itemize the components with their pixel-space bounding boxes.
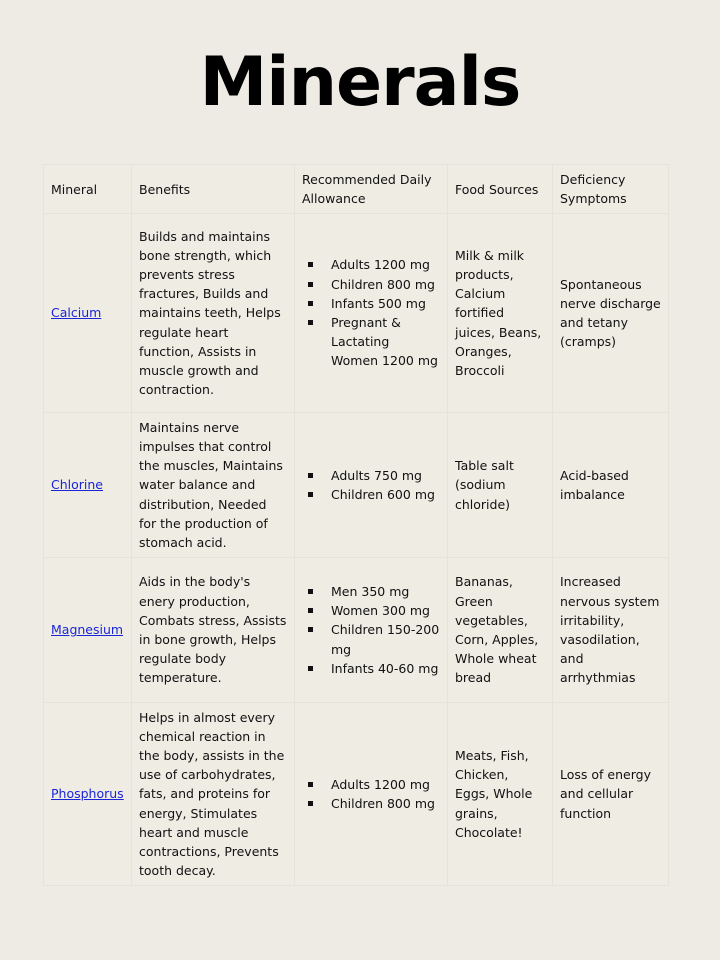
rda-item: Children 150-200 mg bbox=[328, 620, 440, 658]
rda-cell bbox=[295, 214, 448, 413]
rda-item: Adults 1200 mg bbox=[328, 255, 440, 274]
mineral-link-phosphorus[interactable]: Phosphorus bbox=[51, 786, 124, 802]
benefits-cell: Maintains nerve impulses that control the muscles, Maintains water balance and distribution, Needed for the production of stomach acid. bbox=[132, 413, 295, 558]
benefits-cell: Aids in the body's enery production, Combats stress, Assists in bone growth, Helps regulate body temperature. bbox=[132, 558, 295, 703]
rda-item: Men 350 mg bbox=[328, 582, 440, 601]
rda-item: Infants 40-60 mg bbox=[328, 659, 440, 678]
header-mineral: Mineral bbox=[44, 165, 132, 214]
mineral-cell bbox=[44, 413, 132, 558]
benefits-cell: Builds and maintains bone strength, which prevents stress fractures, Builds and maintains teeth, Helps regulate heart function, Assists in muscle growth and contraction. bbox=[132, 214, 295, 413]
mineral-cell bbox=[44, 703, 132, 886]
benefits-cell: Helps in almost every chemical reaction in the body, assists in the use of carbohydrates, fats, and proteins for energy, Stimulates heart and muscle contractions, Prevents tooth decay. bbox=[132, 703, 295, 886]
header-rda-line1: Recommended Daily bbox=[302, 172, 432, 187]
rda-list bbox=[302, 255, 440, 370]
rda-list bbox=[302, 466, 440, 504]
header-benefits: Benefits bbox=[132, 165, 295, 214]
header-food-sources: Food Sources bbox=[448, 165, 553, 214]
food-sources-cell: Milk & milk products, Calcium fortified juices, Beans, Oranges, Broccoli bbox=[448, 214, 553, 413]
rda-item: Pregnant & Lactating Women 1200 mg bbox=[328, 313, 440, 371]
table-row bbox=[44, 703, 669, 886]
deficiency-cell: Increased nervous system irritability, vasodilation, and arrhythmias bbox=[553, 558, 669, 703]
rda-list bbox=[302, 775, 440, 813]
header-rda-line2: Allowance bbox=[302, 191, 366, 206]
deficiency-cell: Loss of energy and cellular function bbox=[553, 703, 669, 886]
deficiency-cell: Acid-based imbalance bbox=[553, 413, 669, 558]
food-sources-cell: Table salt (sodium chloride) bbox=[448, 413, 553, 558]
rda-list bbox=[302, 582, 440, 678]
rda-item: Women 300 mg bbox=[328, 601, 440, 620]
rda-item: Children 800 mg bbox=[328, 275, 440, 294]
header-deficiency-symptoms bbox=[553, 165, 669, 214]
food-sources-cell: Meats, Fish, Chicken, Eggs, Whole grains, Chocolate! bbox=[448, 703, 553, 886]
mineral-link-chlorine[interactable]: Chlorine bbox=[51, 477, 103, 493]
mineral-link-calcium[interactable]: Calcium bbox=[51, 305, 102, 321]
mineral-cell bbox=[44, 214, 132, 413]
header-deficiency-line2: Symptoms bbox=[560, 191, 627, 206]
table-row bbox=[44, 214, 669, 413]
table-row bbox=[44, 413, 669, 558]
minerals-table bbox=[43, 164, 669, 886]
rda-item: Children 800 mg bbox=[328, 794, 440, 813]
page-title: Minerals bbox=[199, 43, 521, 122]
mineral-link-magnesium[interactable]: Magnesium bbox=[51, 622, 124, 638]
food-sources-cell: Bananas, Green vegetables, Corn, Apples, Whole wheat bread bbox=[448, 558, 553, 703]
table-header-row bbox=[44, 165, 669, 214]
table-row bbox=[44, 558, 669, 703]
rda-cell bbox=[295, 413, 448, 558]
mineral-cell bbox=[44, 558, 132, 703]
header-recommended-daily-allowance bbox=[295, 165, 448, 214]
rda-cell bbox=[295, 703, 448, 886]
header-deficiency-line1: Deficiency bbox=[560, 172, 626, 187]
rda-cell bbox=[295, 558, 448, 703]
rda-item: Adults 1200 mg bbox=[328, 775, 440, 794]
rda-item: Adults 750 mg bbox=[328, 466, 440, 485]
rda-item: Children 600 mg bbox=[328, 485, 440, 504]
rda-item: Infants 500 mg bbox=[328, 294, 440, 313]
deficiency-cell: Spontaneous nerve discharge and tetany (cramps) bbox=[553, 214, 669, 413]
